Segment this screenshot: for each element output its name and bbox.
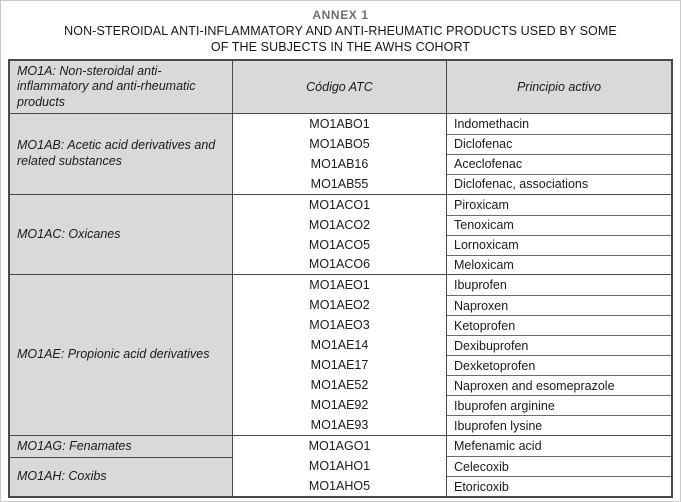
group-label-mo1ae: MO1AE: Propionic acid derivatives — [17, 347, 210, 362]
atc-code-cell: MO1ACO1 — [233, 195, 447, 215]
active-principle-cell: Indomethacin — [454, 116, 530, 131]
table-section-mo1ae — [10, 274, 671, 435]
active-principle-cell: Tenoxicam — [447, 215, 671, 235]
table-section-mo1ag-mo1ah — [10, 435, 671, 496]
column-header-active-principle: Principio activo — [516, 79, 602, 94]
active-principle-cell: Celecoxib — [447, 456, 671, 476]
section-rows — [233, 195, 671, 275]
page-title: ANNEX 1 — [312, 8, 369, 22]
table-row — [233, 134, 671, 154]
section-rows — [233, 436, 671, 496]
active-principle-cell: Ketoprofen — [447, 315, 671, 335]
table-row — [233, 476, 671, 496]
group-label-mo1ac: MO1AC: Oxicanes — [17, 226, 121, 241]
table-row — [233, 154, 671, 174]
table-row — [233, 295, 671, 315]
table-row — [233, 275, 671, 295]
table-row — [233, 456, 671, 476]
active-principle-cell: Ibuprofen arginine — [447, 395, 671, 415]
atc-code-cell: MO1AGO1 — [233, 436, 447, 456]
atc-code-cell: MO1AHO5 — [233, 476, 447, 496]
table-row — [233, 395, 671, 415]
atc-code-cell: MO1AEO1 — [233, 275, 447, 295]
active-principle-cell: Diclofenac, associations — [447, 174, 671, 194]
title-block — [8, 8, 673, 55]
table-row — [233, 315, 671, 335]
atc-code-cell: MO1ACO2 — [233, 215, 447, 235]
table-section-mo1ab — [10, 114, 671, 194]
group-label-column — [10, 436, 233, 496]
table-row — [233, 195, 671, 215]
active-principle-cell: Etoricoxib — [447, 476, 671, 496]
atc-code-cell: MO1AE14 — [233, 335, 447, 355]
atc-code-cell: MO1AE52 — [233, 375, 447, 395]
atc-code-cell: MO1AHO1 — [233, 456, 447, 476]
group-label-mo1ab: MO1AB: Acetic acid derivatives and related substances — [17, 138, 216, 168]
column-header-atc-code: Código ATC — [233, 61, 447, 113]
atc-code-cell: MO1AEO3 — [233, 315, 447, 335]
atc-code-cell: MO1AE92 — [233, 395, 447, 415]
table-header-row — [10, 61, 671, 114]
active-principle-cell: Ibuprofen lysine — [447, 415, 671, 435]
group-label-mo1ah: MO1AH: Coxibs — [10, 457, 232, 496]
table-section-mo1ac — [10, 194, 671, 275]
group-label-column — [10, 275, 233, 435]
page-subtitle-line-2: OF THE SUBJECTS IN THE AWHS COHORT — [210, 40, 471, 54]
active-principle-cell: Diclofenac — [447, 134, 671, 154]
atc-code-cell: MO1AB55 — [233, 174, 447, 194]
active-principle-cell: Naproxen — [447, 295, 671, 315]
active-principle-cell: Meloxicam — [447, 255, 671, 275]
active-principle-cell: Dexketoprofen — [447, 355, 671, 375]
table-row — [233, 436, 671, 456]
table-row — [233, 255, 671, 275]
section-rows — [233, 275, 671, 435]
active-principle-cell: Piroxicam — [454, 197, 509, 212]
table-row — [233, 375, 671, 395]
section-rows — [233, 114, 671, 194]
active-principle-cell: Naproxen and esomeprazole — [447, 375, 671, 395]
atc-code-cell: MO1AEO2 — [233, 295, 447, 315]
page-subtitle-line-1: NON-STEROIDAL ANTI-INFLAMMATORY AND ANTI-RHEUMATIC PRODUCTS USED BY SOME — [64, 24, 617, 38]
atc-code-cell: MO1AE93 — [233, 415, 447, 435]
column-header-products: MO1A: Non-steroidal anti-inflammatory and anti-rheumatic products — [10, 61, 233, 113]
atc-code-cell: MO1AB16 — [233, 154, 447, 174]
table-row — [233, 174, 671, 194]
table-row — [233, 355, 671, 375]
active-principle-cell: Aceclofenac — [447, 154, 671, 174]
atc-code-cell: MO1ACO5 — [233, 235, 447, 255]
table-row — [233, 335, 671, 355]
active-principle-cell: Lornoxicam — [447, 235, 671, 255]
group-label-mo1ag: MO1AG: Fenamates — [17, 438, 132, 453]
table-row — [233, 114, 671, 134]
atc-code-cell: MO1ABO5 — [233, 134, 447, 154]
active-principle-cell: Ibuprofen — [454, 278, 507, 293]
table-row — [233, 415, 671, 435]
active-principle-cell: Mefenamic acid — [454, 439, 542, 454]
group-label-column — [10, 114, 233, 194]
table-row — [233, 215, 671, 235]
annex-table — [8, 59, 673, 498]
atc-code-cell: MO1AE17 — [233, 355, 447, 375]
active-principle-cell: Dexibuprofen — [447, 335, 671, 355]
atc-code-cell: MO1ACO6 — [233, 255, 447, 275]
atc-code-cell: MO1ABO1 — [233, 114, 447, 134]
table-row — [233, 235, 671, 255]
group-label-column — [10, 195, 233, 275]
